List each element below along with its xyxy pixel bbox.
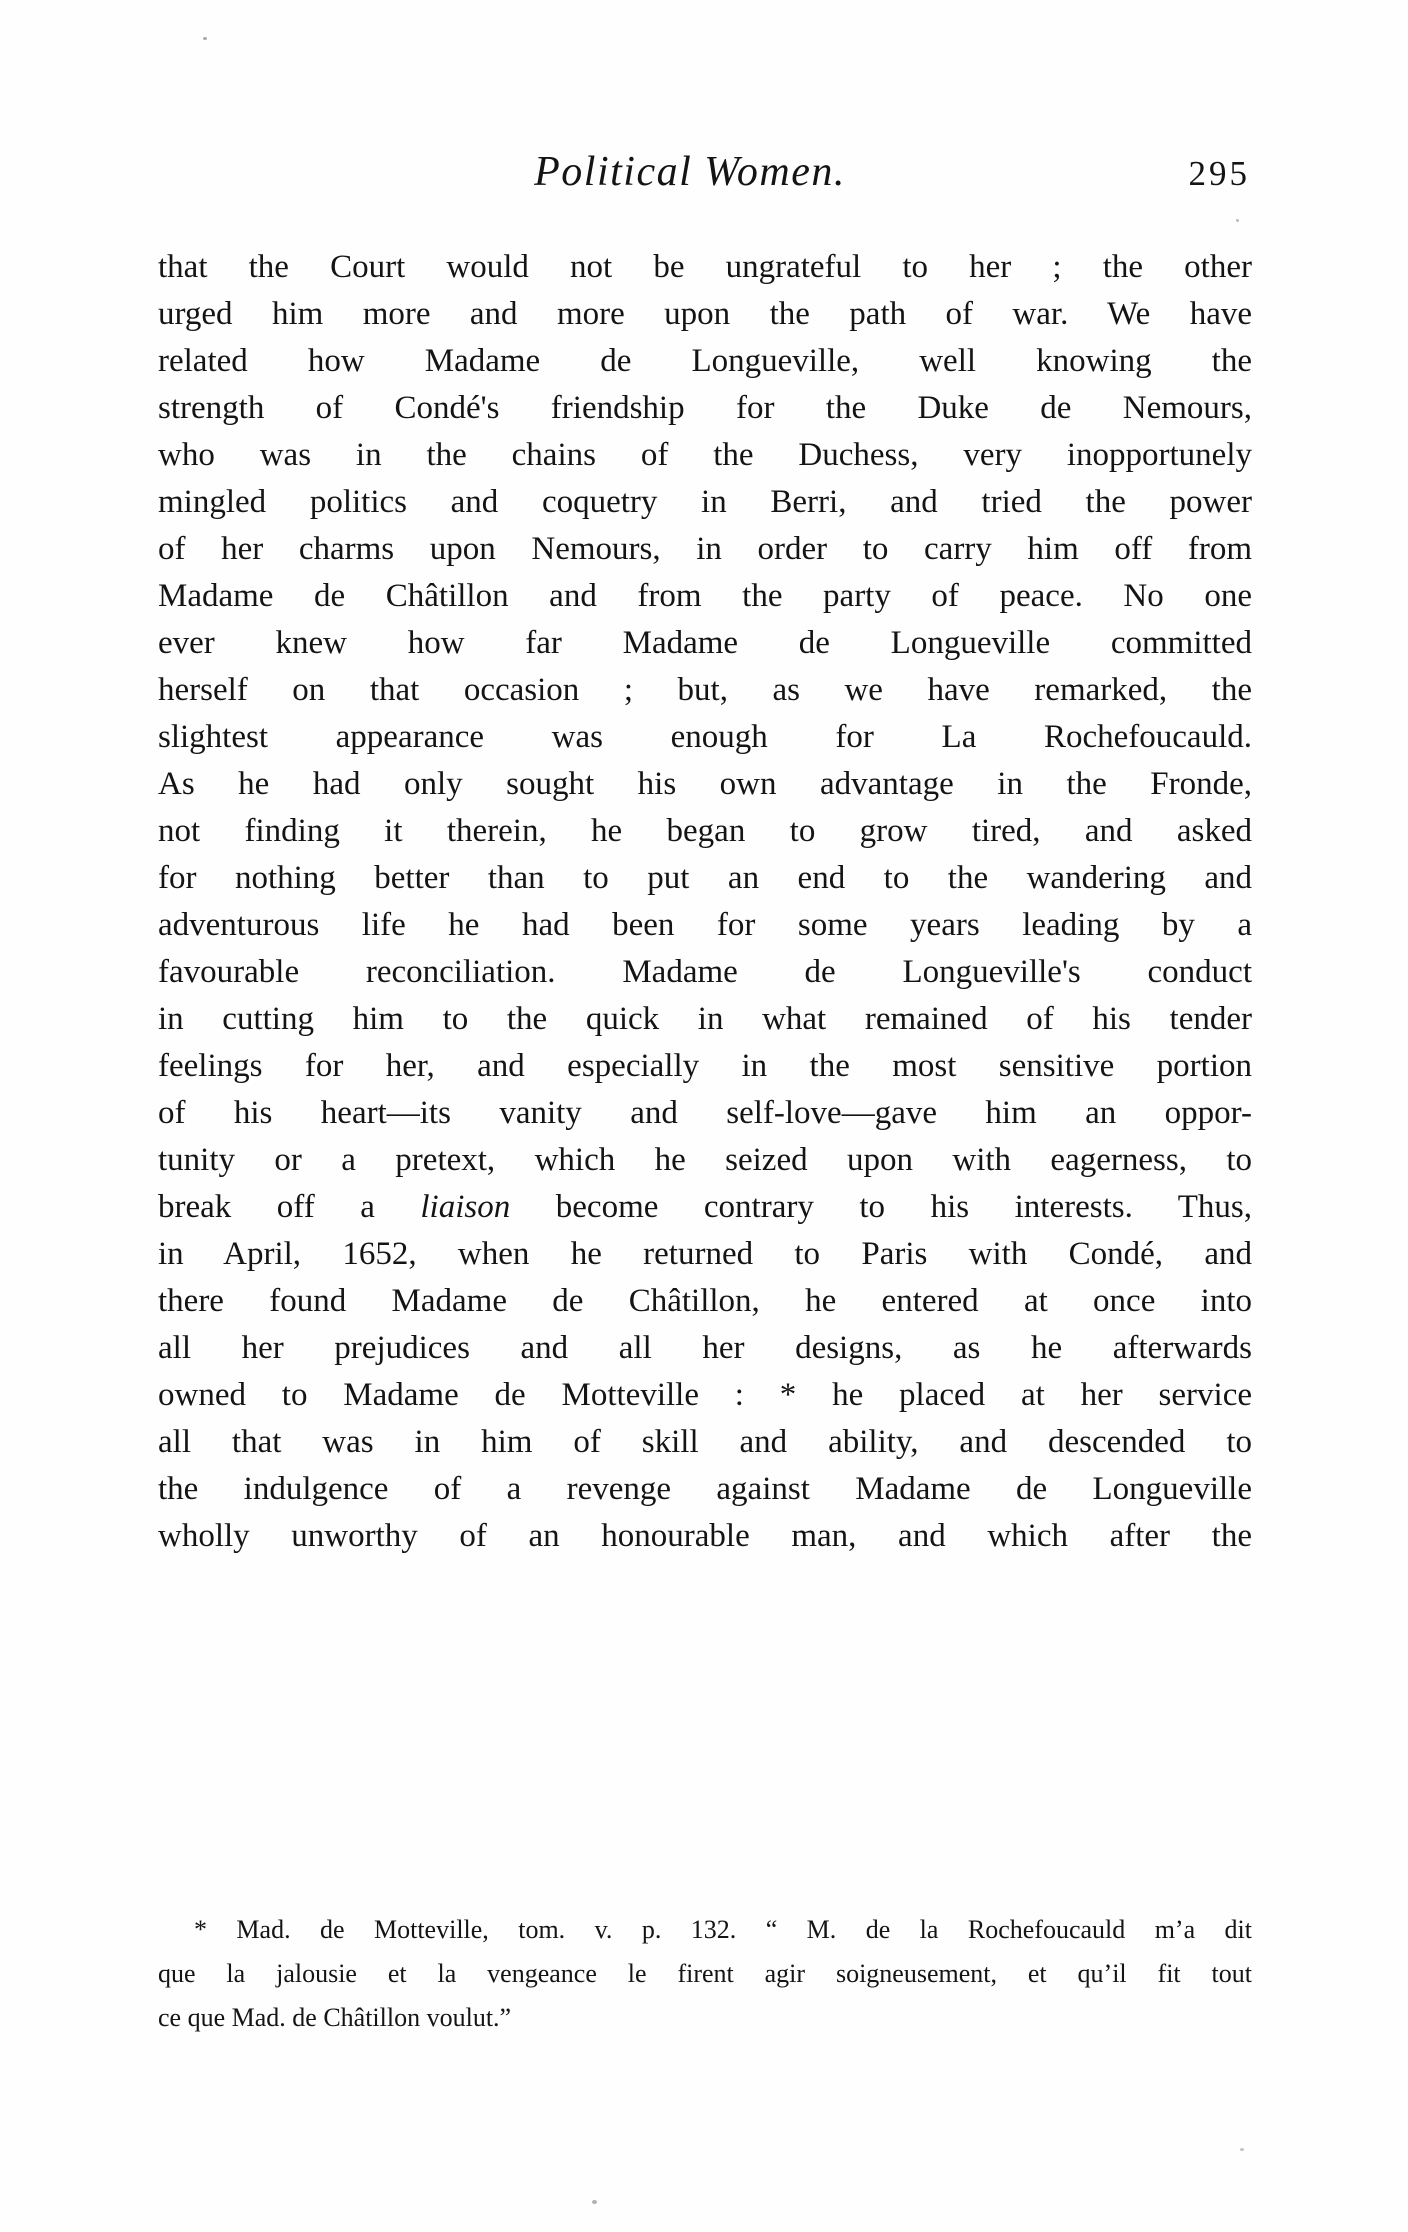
page-number: 295	[1188, 154, 1250, 193]
body-line: strength of Condé's friendship for the Duke de Nemours,	[158, 390, 1252, 426]
body-line: of his heart—its vanity and self-love—gave him an oppor-	[158, 1095, 1252, 1131]
body-line: in April, 1652, when he returned to Paris with Condé, and	[158, 1236, 1252, 1272]
body-line: Madame de Châtillon and from the party of peace. No one	[158, 578, 1252, 614]
body-line: of her charms upon Nemours, in order to carry him off from	[158, 531, 1252, 567]
footnote-line: * Mad. de Motteville, tom. v. p. 132. “ M. de la Rochefoucauld m’a dit	[194, 1915, 1252, 1944]
scan-speck	[1240, 2148, 1244, 2151]
body-line: urged him more and more upon the path of war. We have	[158, 296, 1252, 332]
scan-speck	[592, 2200, 597, 2204]
body-line: wholly unworthy of an honourable man, and which after the	[158, 1518, 1252, 1554]
footnote-line: ce que Mad. de Châtillon voulut.”	[158, 2003, 512, 2032]
body-line: herself on that occasion ; but, as we have remarked, the	[158, 672, 1252, 708]
body-line: that the Court would not be ungrateful to her ; the other	[158, 249, 1252, 285]
body-line: all her prejudices and all her designs, as he afterwards	[158, 1330, 1252, 1366]
body-line: there found Madame de Châtillon, he entered at once into	[158, 1283, 1252, 1319]
body-line: feelings for her, and especially in the most sensitive portion	[158, 1048, 1252, 1084]
footnote-line: que la jalousie et la vengeance le firent agir soigneusement, et qu’il fit tout	[158, 1959, 1252, 1988]
body-line-text: break off a	[158, 1189, 421, 1225]
italic-word: liaison	[420, 1189, 511, 1225]
body-line: mingled politics and coquetry in Berri, and tried the power	[158, 484, 1252, 520]
body-paragraph	[158, 244, 1252, 1560]
body-line: tunity or a pretext, which he seized upon with eagerness, to	[158, 1142, 1252, 1178]
body-line: As he had only sought his own advantage in the Fronde,	[158, 766, 1252, 802]
body-line: the indulgence of a revenge against Madame de Longueville	[158, 1471, 1252, 1507]
body-line: related how Madame de Longueville, well knowing the	[158, 343, 1252, 379]
scan-speck	[203, 37, 207, 40]
body-line: favourable reconciliation. Madame de Longueville's conduct	[158, 954, 1252, 990]
body-line: ever knew how far Madame de Longueville committed	[158, 625, 1252, 661]
text-block	[158, 148, 1252, 2040]
body-line: owned to Madame de Motteville : * he placed at her service	[158, 1377, 1252, 1413]
body-line	[158, 1184, 1252, 1231]
page-title: Political Women.	[534, 149, 846, 195]
body-line: for nothing better than to put an end to the wandering and	[158, 860, 1252, 896]
body-line: slightest appearance was enough for La Rochefoucauld.	[158, 719, 1252, 755]
body-line: in cutting him to the quick in what remained of his tender	[158, 1001, 1252, 1037]
body-line: adventurous life he had been for some years leading by a	[158, 907, 1252, 943]
footnote	[158, 1908, 1252, 2040]
body-line: not finding it therein, he began to grow tired, and asked	[158, 813, 1252, 849]
body-line: all that was in him of skill and ability, and descended to	[158, 1424, 1252, 1460]
body-line-text: become contrary to his interests. Thus,	[510, 1189, 1252, 1225]
body-line: who was in the chains of the Duchess, very inopportunely	[158, 437, 1252, 473]
running-header	[158, 148, 1252, 210]
